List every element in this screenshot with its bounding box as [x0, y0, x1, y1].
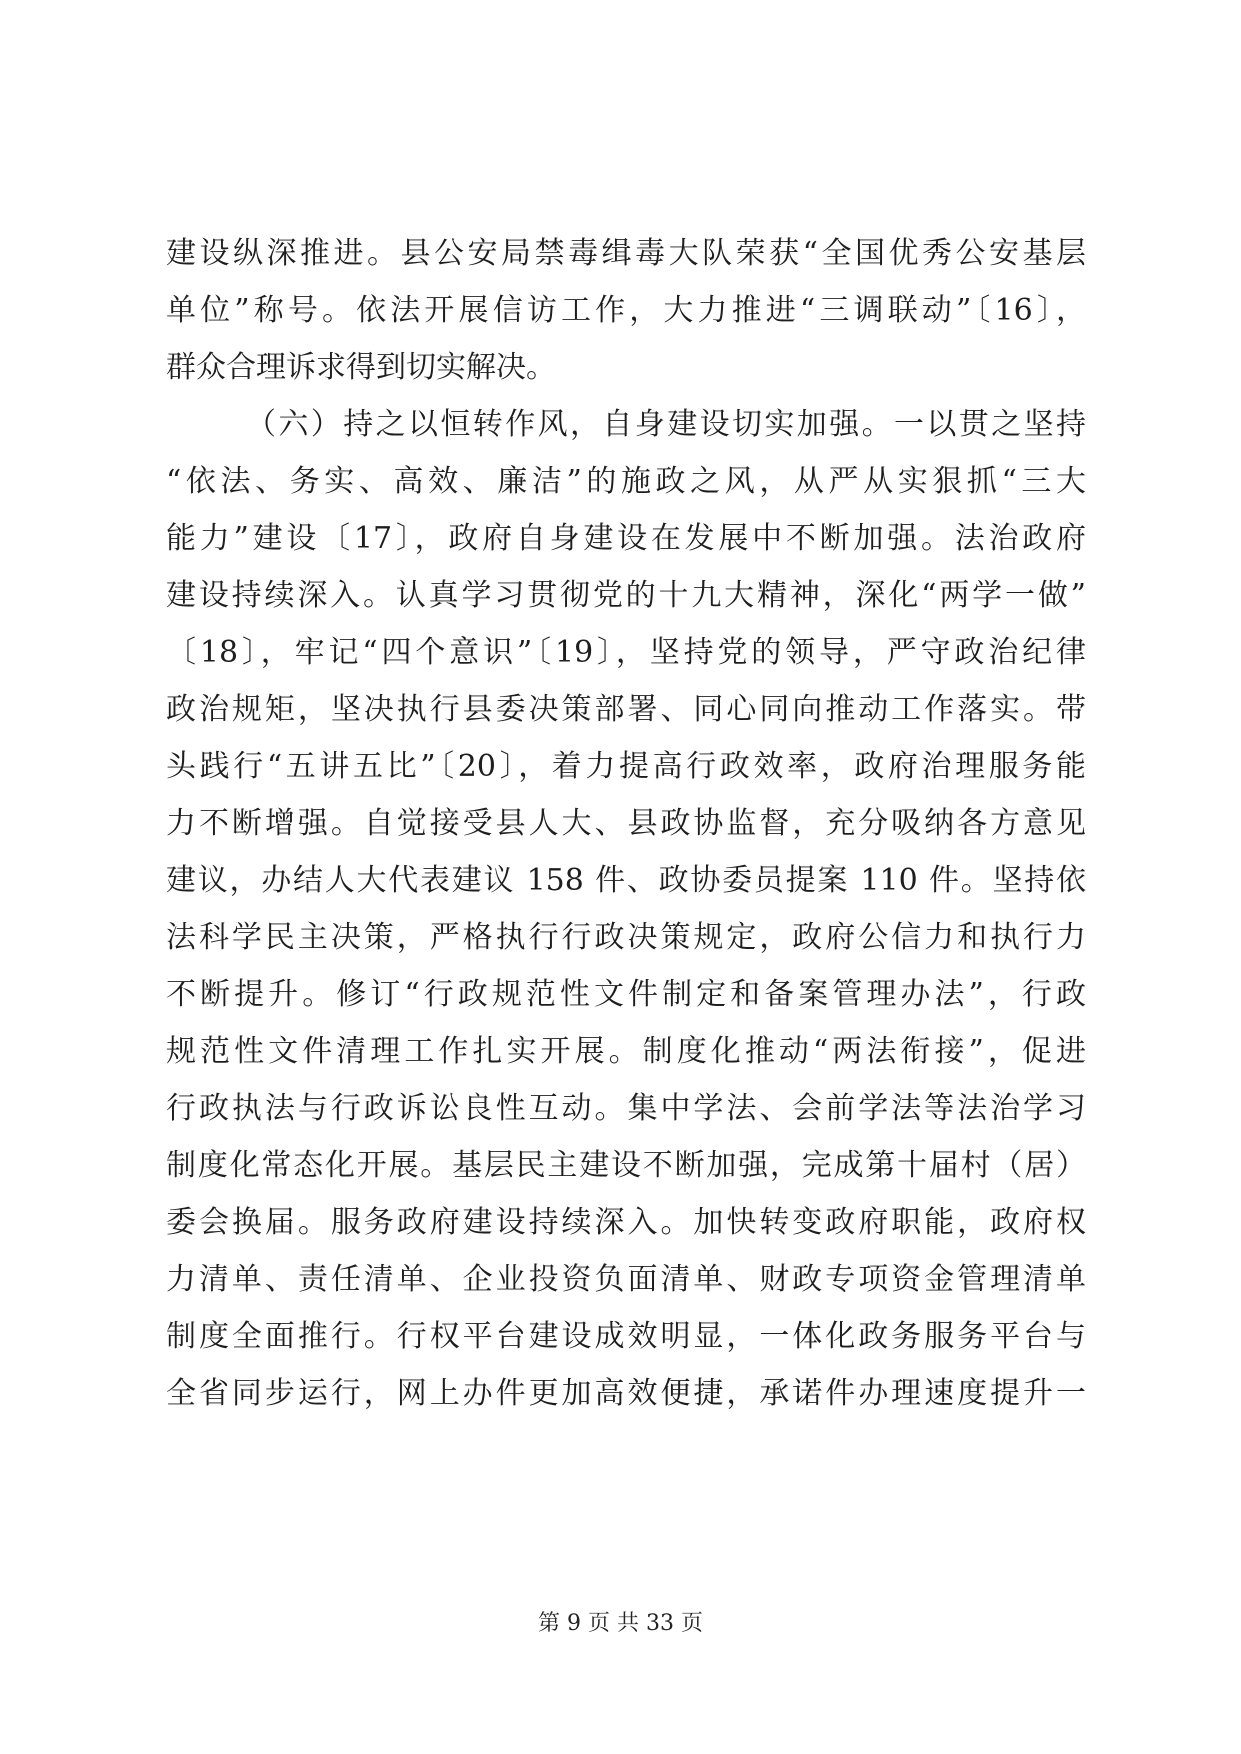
text-line: 不断提升。修订“行政规范性文件制定和备案管理办法”，行政 [166, 977, 1086, 1012]
text-line: 〔18〕，牢记“四个意识”〔19〕，坚持党的领导，严守政治纪律 [166, 635, 1086, 670]
text-line: 建议，办结人大代表建议 158 件、政协委员提案 110 件。坚持依 [166, 863, 1086, 898]
text-line: 规范性文件清理工作扎实开展。制度化推动“两法衔接”，促进 [166, 1034, 1086, 1069]
text-line: 头践行“五讲五比”〔20〕，着力提高行政效率，政府治理服务能 [166, 749, 1086, 784]
text-line: 力不断增强。自觉接受县人大、县政协监督，充分吸纳各方意见 [166, 806, 1086, 841]
page-footer [0, 1606, 1241, 1637]
page-indicator: 第 9 页 共 33 页 [538, 1611, 703, 1636]
text-line: 单位”称号。依法开展信访工作，大力推进“三调联动”〔16〕， [166, 293, 1086, 328]
text-line: 建设纵深推进。县公安局禁毒缉毒大队荣获“全国优秀公安基层 [166, 236, 1086, 271]
text-line: 制度全面推行。行权平台建设成效明显，一体化政务服务平台与 [166, 1319, 1086, 1354]
text-line: 力清单、责任清单、企业投资负面清单、财政专项资金管理清单 [166, 1262, 1086, 1297]
section-heading-line: （六）持之以恒转作风，自身建设切实加强。一以贯之坚持 [246, 407, 1086, 442]
text-line: 政治规矩，坚决执行县委决策部署、同心同向推动工作落实。带 [166, 692, 1086, 727]
text-line: 能力”建设〔17〕，政府自身建设在发展中不断加强。法治政府 [166, 521, 1086, 556]
text-line: 行政执法与行政诉讼良性互动。集中学法、会前学法等法治学习 [166, 1091, 1086, 1126]
text-line: 群众合理诉求得到切实解决。 [166, 350, 556, 385]
text-line: 制度化常态化开展。基层民主建设不断加强，完成第十届村（居） [166, 1148, 1086, 1183]
text-line: 建设持续深入。认真学习贯彻党的十九大精神，深化“两学一做” [166, 578, 1086, 613]
text-line: 全省同步运行，网上办件更加高效便捷，承诺件办理速度提升一 [166, 1376, 1086, 1411]
body-text [166, 225, 1086, 1422]
text-line: “依法、务实、高效、廉洁”的施政之风，从严从实狠抓“三大 [166, 464, 1086, 499]
text-line: 委会换届。服务政府建设持续深入。加快转变政府职能，政府权 [166, 1205, 1086, 1240]
text-line: 法科学民主决策，严格执行行政决策规定，政府公信力和执行力 [166, 920, 1086, 955]
